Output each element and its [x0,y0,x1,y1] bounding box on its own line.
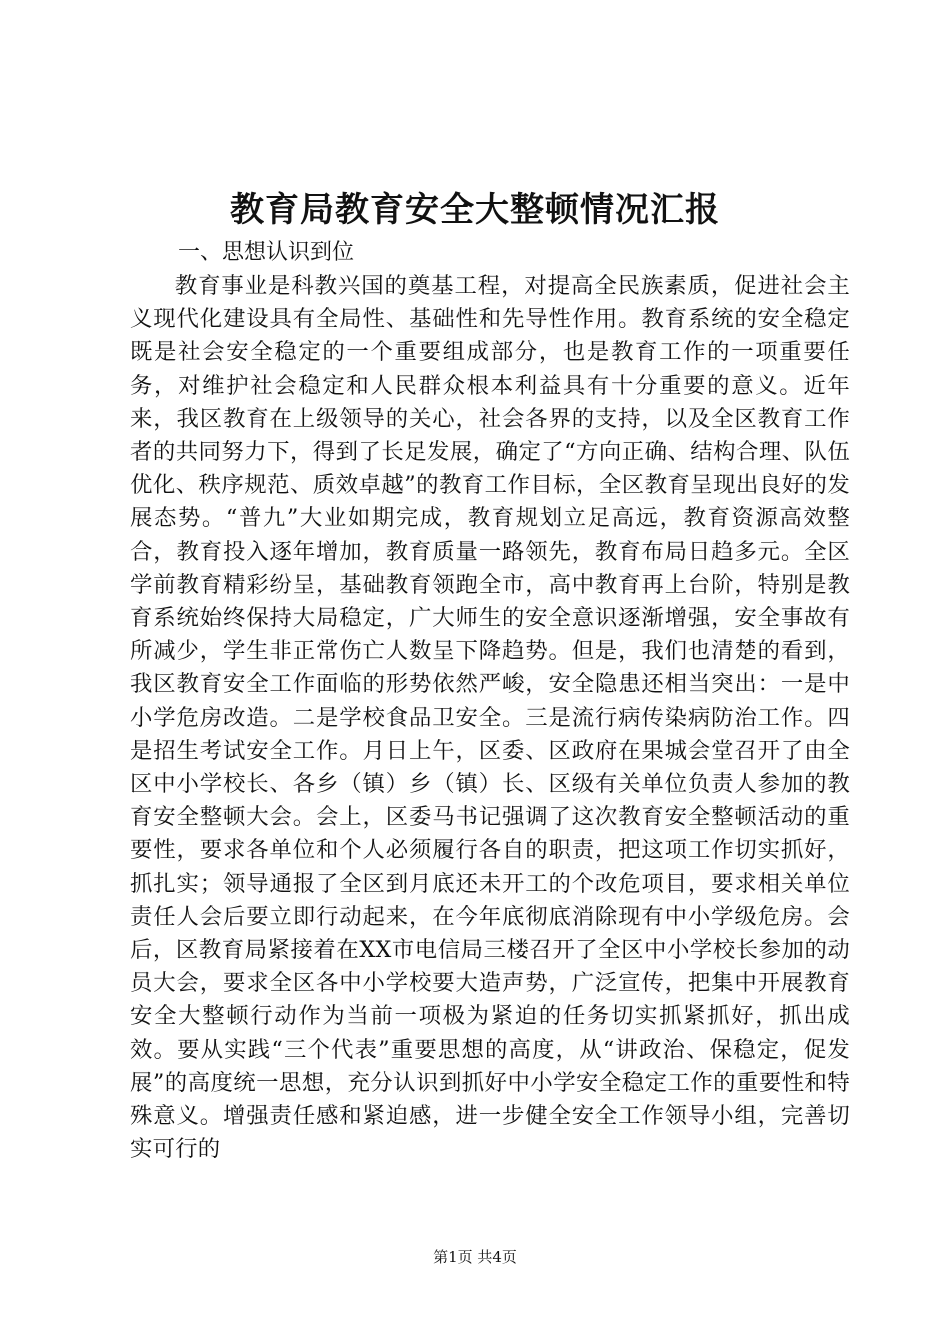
body-paragraph: 教育事业是科教兴国的奠基工程，对提高全民族素质，促进社会主义现代化建设具有全局性、基础性和先导性作用。教育系统的安全稳定既是社会安全稳定的一个重要组成部分，也是教育工作的一项重要任务，对维护社会稳定和人民群众根本利益具有十分重要的意义。近年来，我区教育在上级领导的关心，社会各界的支持，以及全区教育工作者的共同努力下，得到了长足发展，确定了“方向正确、结构合理、队伍优化、秩序规范、质效卓越”的教育工作目标，全区教育呈现出良好的发展态势。“普九”大业如期完成，教育规划立足高远，教育资源高效整合，教育投入逐年增加，教育质量一路领先，教育布局日趋多元。全区学前教育精彩纷呈，基础教育领跑全市，高中教育再上台阶，特别是教育系统始终保持大局稳定，广大师生的安全意识逐渐增强，安全事故有所减少，学生非正常伤亡人数呈下降趋势。但是，我们也清楚的看到，我区教育安全工作面临的形势依然严峻，安全隐患还相当突出：一是中小学危房改造。二是学校食品卫安全。三是流行病传染病防治工作。四是招生考试安全工作。月日上午，区委、区政府在果城会堂召开了由全区中小学校长、各乡（镇）乡（镇）长、区级有关单位负责人参加的教育安全整顿大会。会上，区委马书记强调了这次教育安全整顿活动的重要性，要求各单位和个人必须履行各自的职责，把这项工作切实抓好，抓扎实；领导通报了全区到月底还未开工的个改危项目，要求相关单位责任人会后要立即行动起来，在今年底彻底消除现有中小学级危房。会后，区教育局紧接着在XX市电信局三楼召开了全区中小学校长参加的动员大会，要求全区各中小学校要大造声势，广泛宣传，把集中开展教育安全大整顿行动作为当前一项极为紧迫的任务切实抓紧抓好，抓出成效。要从实践“三个代表”重要思想的高度，从“讲政治、保稳定，促发展”的高度统一思想，充分认识到抓好中小学安全稳定工作的重要性和特殊意义。增强责任感和紧迫感，进一步健全安全工作领导小组，完善切实可行的 [130,273,850,1163]
section-heading: 一、思想认识到位 [178,240,355,265]
document-title: 教育局教育安全大整顿情况汇报 [230,190,720,230]
page-footer: 第1页 共4页 [433,1248,517,1266]
